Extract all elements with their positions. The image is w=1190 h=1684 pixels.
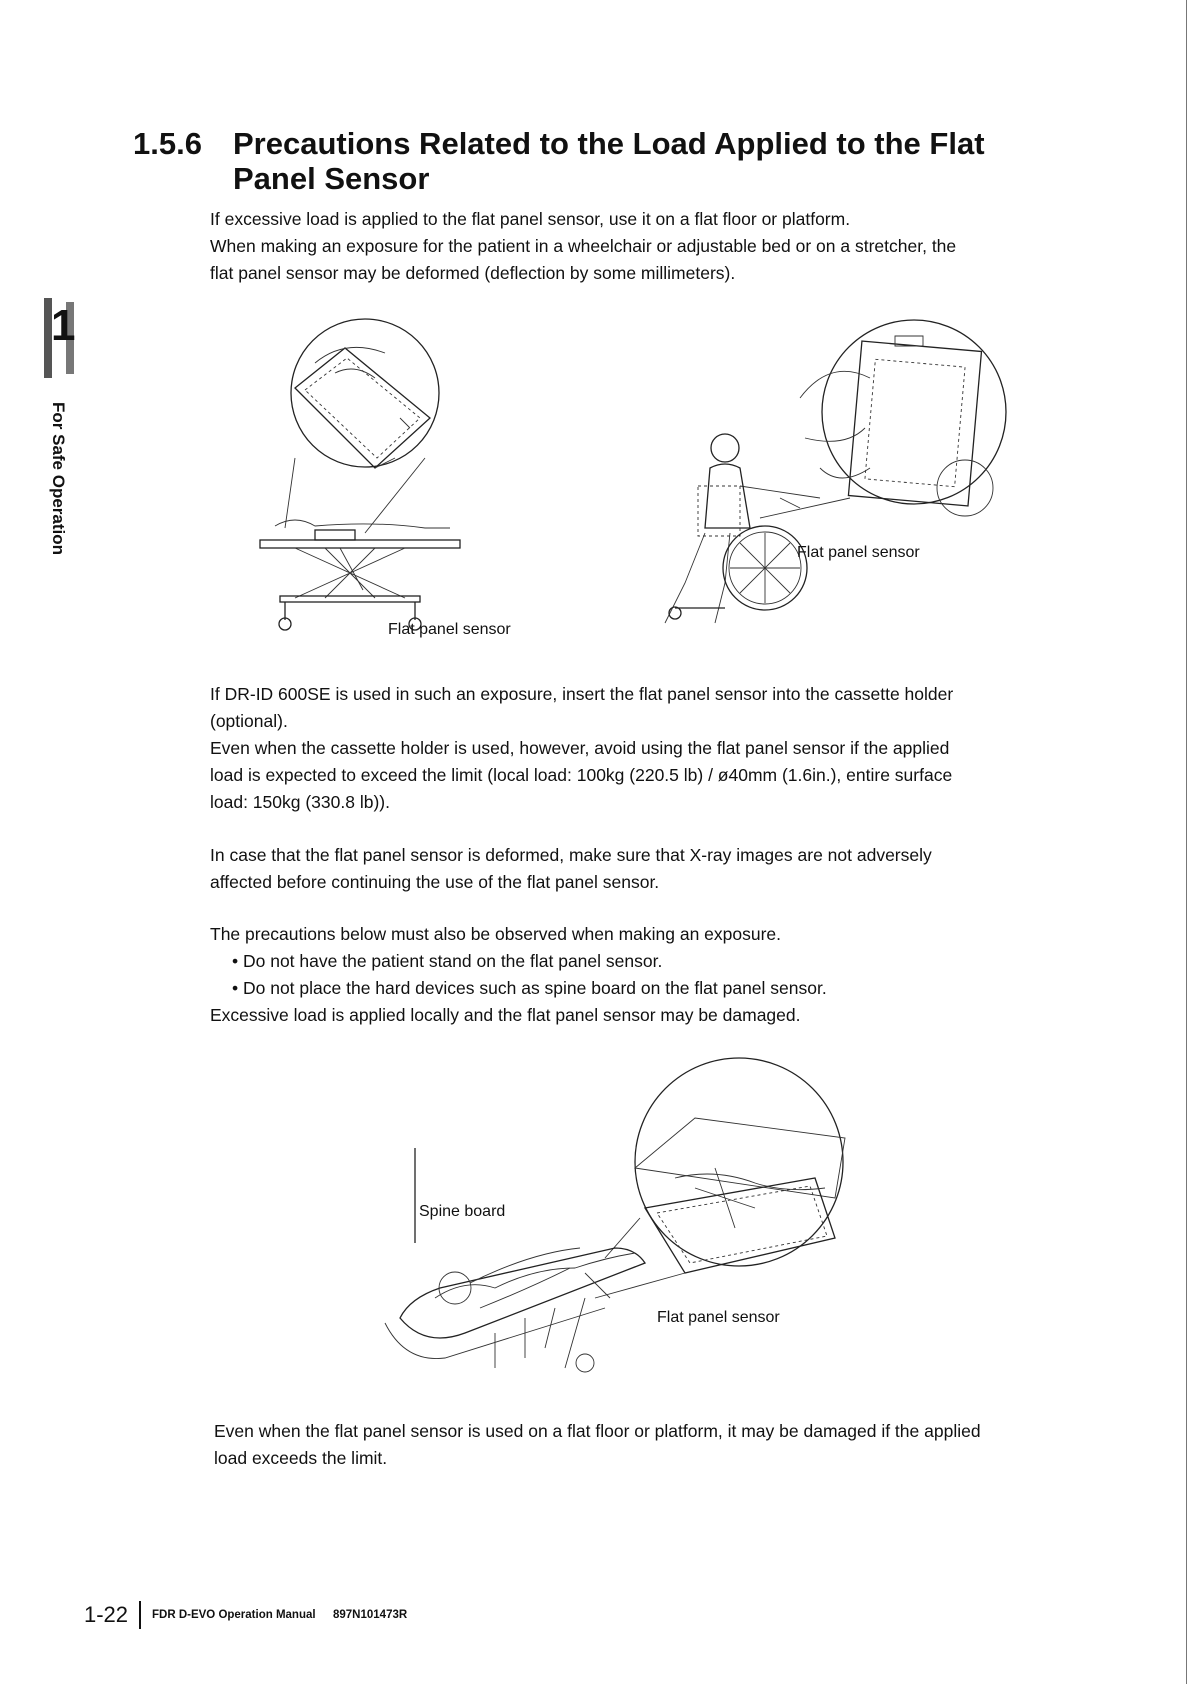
body3-line-1: The precautions below must also be observed when making an exposure.: [210, 924, 782, 944]
stretcher-sensor-label: Flat panel sensor: [388, 621, 511, 638]
spine-board-illustration: [395, 1058, 855, 1388]
body4-line-1: Even when the flat panel sensor is used on a flat floor or platform, it may be damaged if the applied: [214, 1421, 981, 1441]
body1-line-2: (optional).: [210, 711, 288, 731]
intro-line-2: When making an exposure for the patient in a wheelchair or adjustable bed or on a stretcher, the: [210, 236, 957, 256]
bullet-item-2: • Do not place the hard devices such as spine board on the flat panel sensor.: [232, 978, 827, 998]
body3-line-2: Excessive load is applied locally and the flat panel sensor may be damaged.: [210, 1005, 801, 1025]
body2-line-1: In case that the flat panel sensor is deformed, make sure that X-ray images are not adversely: [210, 845, 932, 865]
intro-line-1: If excessive load is applied to the flat panel sensor, use it on a flat floor or platform.: [210, 209, 851, 229]
body4-line-2: load exceeds the limit.: [214, 1448, 388, 1468]
section-title-line1: Precautions Related to the Load Applied to the Flat: [233, 126, 985, 161]
page-edge-line: [1186, 0, 1187, 1684]
deformation-paragraph: [210, 842, 1060, 896]
stretcher-illustration: [255, 318, 485, 638]
body1-line-1: If DR-ID 600SE is used in such an exposure, insert the flat panel sensor into the cassette holder: [210, 684, 954, 704]
spine-sensor-label: Flat panel sensor: [657, 1309, 780, 1326]
manual-title: FDR D-EVO Operation Manual: [152, 1609, 316, 1621]
section-number: 1.5.6: [133, 126, 202, 161]
cassette-holder-paragraph: [210, 681, 1060, 816]
spine-board-label: Spine board: [419, 1203, 506, 1220]
flat-floor-paragraph: [214, 1418, 1064, 1472]
chapter-tab-number: 1: [51, 301, 76, 350]
precautions-paragraph: [210, 921, 1060, 1029]
footer-divider: [139, 1601, 141, 1629]
body1-line-5: load: 150kg (330.8 lb)).: [210, 792, 390, 812]
intro-paragraph: [210, 206, 1060, 287]
body1-line-3: Even when the cassette holder is used, however, avoid using the flat panel sensor if the applied: [210, 738, 950, 758]
wheelchair-illustration: [620, 318, 1000, 638]
chapter-tab-title: For Safe Operation: [49, 402, 68, 556]
wheelchair-sensor-label: Flat panel sensor: [797, 544, 920, 561]
intro-line-3: flat panel sensor may be deformed (deflection by some millimeters).: [210, 263, 736, 283]
document-code: 897N101473R: [333, 1609, 408, 1621]
section-title-line2: Panel Sensor: [233, 161, 430, 196]
body1-line-4: load is expected to exceed the limit (local load: 100kg (220.5 lb) / ø40mm (1.6in.), entire surface: [210, 765, 953, 785]
body2-line-2: affected before continuing the use of the flat panel sensor.: [210, 872, 660, 892]
bullet-item-1: • Do not have the patient stand on the flat panel sensor.: [232, 951, 663, 971]
page-number: 1-22: [84, 1602, 129, 1627]
